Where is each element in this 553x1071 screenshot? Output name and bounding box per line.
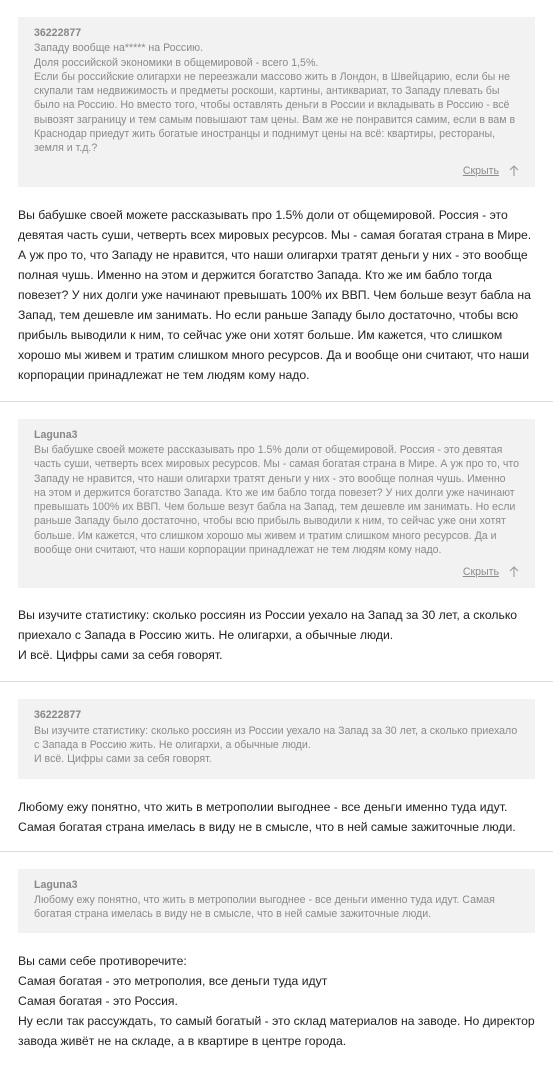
quote-author: 36222877	[34, 709, 82, 722]
quote-author: Laguna3	[34, 428, 78, 441]
quote-line: Любому ежу понятно, что жить в метрополии выгоднее - все деньги именно туда идут. Самая богатая страна имелась в виду не в смысле, что в ней самые зажиточные люди.	[34, 893, 495, 921]
quote-line: Вы изучите статистику: сколько россиян из России уехало на Запад за 30 лет, а сколько приехало с Запада в Россию жить. Не олигархи, а обычные люди.	[34, 724, 518, 751]
quote-block	[18, 17, 535, 187]
quote-controls	[34, 564, 519, 580]
quote-controls	[34, 163, 519, 179]
hide-quote-link[interactable]: Скрыть	[462, 164, 499, 177]
quote-block	[18, 419, 535, 589]
quote-line: Западу вообще на***** на Россию.	[34, 42, 204, 55]
comment-3	[0, 682, 553, 850]
arrow-up-icon[interactable]	[509, 566, 519, 578]
quote-line: Вы бабушке своей можете рассказывать про 1.5% доли от общемировой. Россия - это девятая часть суши, четверть всех мировых ресурсов. Мы - самая богатая страна в Мире. А уж про то, что Западу не нравится, что наши олигархи тратят деньги у них - это вообще полная чушь. Именно на этом и держится богатство Запада. Кто же им бабло тогда повезет? У них долги уже начинают превышать 100% их ВВП. Чем больше везут бабла на Запад, тем дешевле им занимать. Но если раньше Западу было достаточно, чтобы всю прибыль выводили к ним, то сейчас уже они хотят больше. Им кажется, что слишком хорошо мы живем и тратим слишком много ресурсов. Да и вообще они считают, что наши корпорации принадлежат не тем людям кому надо.	[34, 443, 519, 557]
comment-paragraph: Вы изучите статистику: сколько россиян из России уехало на Запад за 30 лет, а сколько приехало с Запада в Россию жить. Не олигархи, а обычные люди.	[18, 608, 518, 643]
quote-block	[18, 869, 535, 934]
comment-paragraph: Самая богатая - это метрополия, все деньги туда идут	[18, 974, 328, 989]
comment-text	[18, 588, 535, 681]
comment-paragraph: Вы сами себе противоречите:	[18, 954, 187, 969]
comment-2	[0, 402, 553, 682]
quote-line: Доля российской экономики в общемировой - всего 1,5%.	[34, 56, 319, 69]
arrow-up-icon[interactable]	[509, 165, 519, 177]
comment-text	[18, 779, 535, 851]
quote-line: И всё. Цифры сами за себя говорят.	[34, 753, 212, 766]
comment-paragraph: Любому ежу понятно, что жить в метрополии выгоднее - все деньги именно туда идут. Самая богатая страна имелась в виду не в смысле, что в ней самые зажиточные люди.	[18, 799, 516, 834]
comment-paragraph: Вы бабушке своей можете рассказывать про 1.5% доли от общемировой. Россия - это девятая часть суши, четверть всех мировых ресурсов. Мы - самая богатая страна в Мире. А уж про то, что Западу не нравится, что наши олигархи тратят деньги у них - это вообще полная чушь. Именно на этом и держится богатство Запада. Кто же им бабло тогда повезет? У них долги уже начинают превышать 100% их ВВП. Чем больше везут бабла на Запад, тем дешевле им занимать. Но если раньше Западу было достаточно, чтобы всю прибыль выводили к ним, то сейчас уже они хотят больше. Им кажется, что слишком хорошо мы живем и тратим слишком много ресурсов. Да и вообще они считают, что наши корпорации принадлежат не тем людям кому надо.	[18, 207, 532, 382]
comment-paragraph: Самая богатая - это Россия.	[18, 994, 178, 1009]
comment-text	[18, 187, 535, 401]
quote-line: Если бы российские олигархи не переезжали массово жить в Лондон, в Швейцарию, если бы не скупали там недвижимость и предметы роскоши, картины, антиквариат, то Западу плевать бы было на Россию. Но вместо того, чтобы оставлять деньги в России и вкладывать в Россию - всё вывозят заграницу и тем самым повышают там цены. Вам же не понравится самим, если в вам в Краснодар приедут жить богатые иностранцы и поднимут цены на всё: квартиры, рестораны, земля и т.д.?	[34, 70, 516, 155]
hide-quote-link[interactable]: Скрыть	[462, 566, 499, 579]
comment-text	[18, 933, 535, 1051]
quote-author: 36222877	[34, 27, 82, 39]
comment-paragraph: Ну если так рассуждать, то самый богатый - это склад материалов на заводе. Но директор завода живёт не на складе, а в квартире в центре города.	[18, 1014, 535, 1049]
quote-block	[18, 699, 535, 778]
comment-4	[0, 852, 553, 1052]
quote-author: Laguna3	[34, 878, 78, 891]
comment-paragraph: И всё. Цифры сами за себя говорят.	[18, 648, 223, 663]
comment-1	[0, 0, 553, 401]
